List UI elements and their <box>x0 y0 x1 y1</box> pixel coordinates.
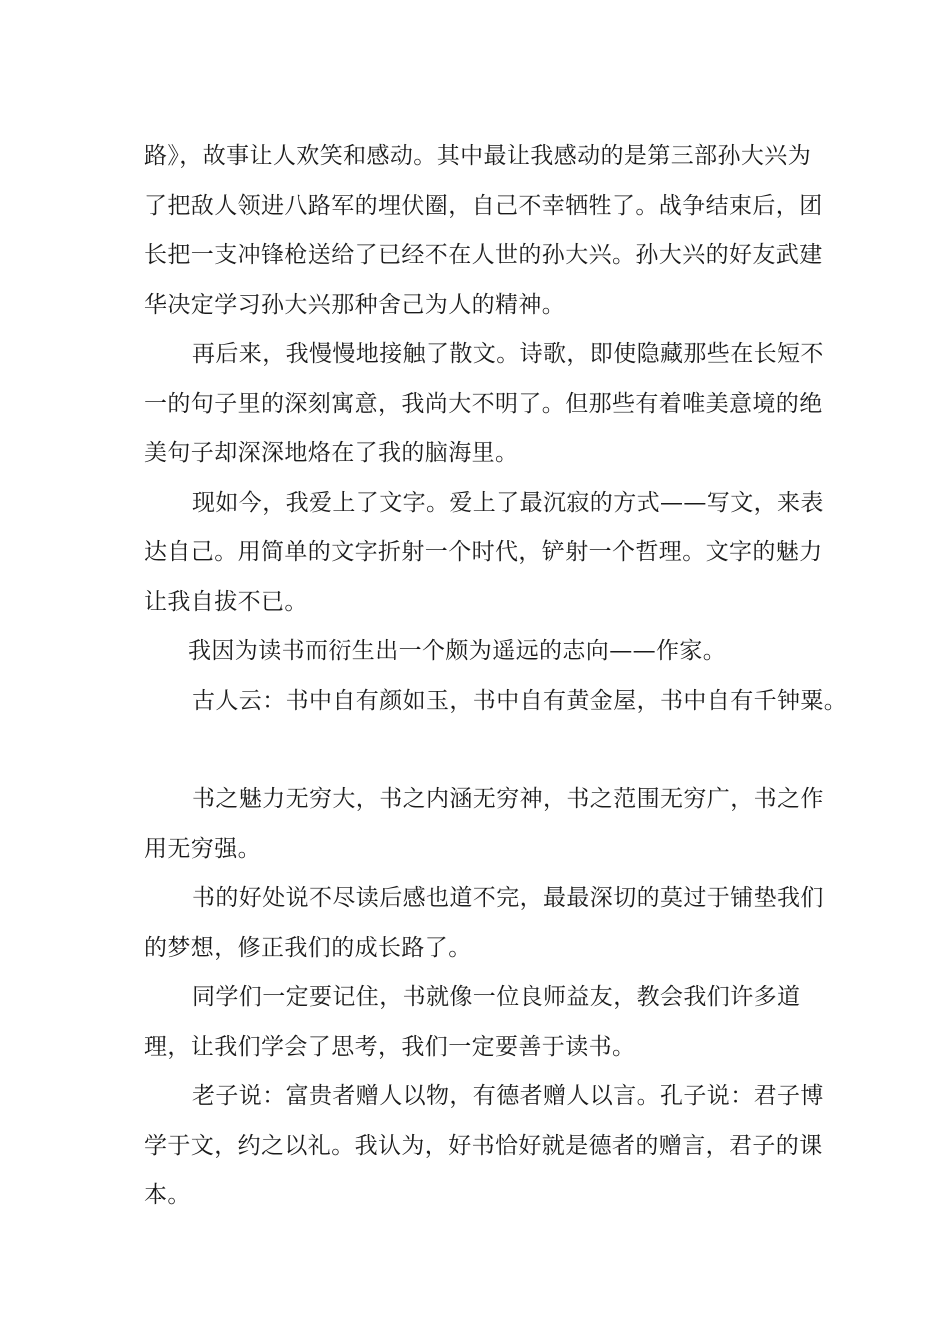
paragraph-prose-poetry: 再后来，我慢慢地接触了散文。诗歌，即使隐藏那些在长短不一的句子里的深刻寓意，我尚大不明了。但那些有着唯美意境的绝美句子却深深地烙在了我的脑海里。 <box>144 341 824 466</box>
paragraph-book-charm: 书之魅力无穷大，书之内涵无穷神，书之范围无穷广，书之作用无穷强。 <box>144 786 824 862</box>
paragraph-book-benefits: 书的好处说不尽读后感也道不完，最最深切的莫过于铺垫我们的梦想，修正我们的成长路了。 <box>144 885 824 961</box>
paragraph-laozi-confucius: 老子说：富贵者赠人以物，有德者赠人以言。孔子说：君子博学于文，约之以礼。我认为，好书恰好就是德者的赠言，君子的课本。 <box>144 1083 824 1208</box>
paragraph-ambition: 我因为读书而衍生出一个颇为遥远的志向——作家。 <box>188 638 727 664</box>
paragraph-advice-to-classmates: 同学们一定要记住，书就像一位良师益友，教会我们许多道理，让我们学会了思考，我们一定要善于读书。 <box>144 984 801 1060</box>
paragraph-love-of-writing: 现如今，我爱上了文字。爱上了最沉寂的方式——写文，来表达自己。用简单的文字折射一个时代，铲射一个哲理。文字的魅力让我自拔不已。 <box>144 489 824 615</box>
paragraph-continuation: 路》，故事让人欢笑和感动。其中最让我感动的是第三部孙大兴为了把敌人领进八路军的埋伏圈，自己不幸牺牲了。战争结束后，团长把一支冲锋枪送给了已经不在人世的孙大兴。孙大兴的好友武建华决定学习孙大兴那种舍己为人的精神。 <box>144 143 823 318</box>
paragraph-ancient-saying: 古人云：书中自有颜如玉，书中自有黄金屋，书中自有千钟粟。 <box>192 687 848 714</box>
paragraph-spacer <box>144 726 824 775</box>
document-body <box>144 132 848 1221</box>
